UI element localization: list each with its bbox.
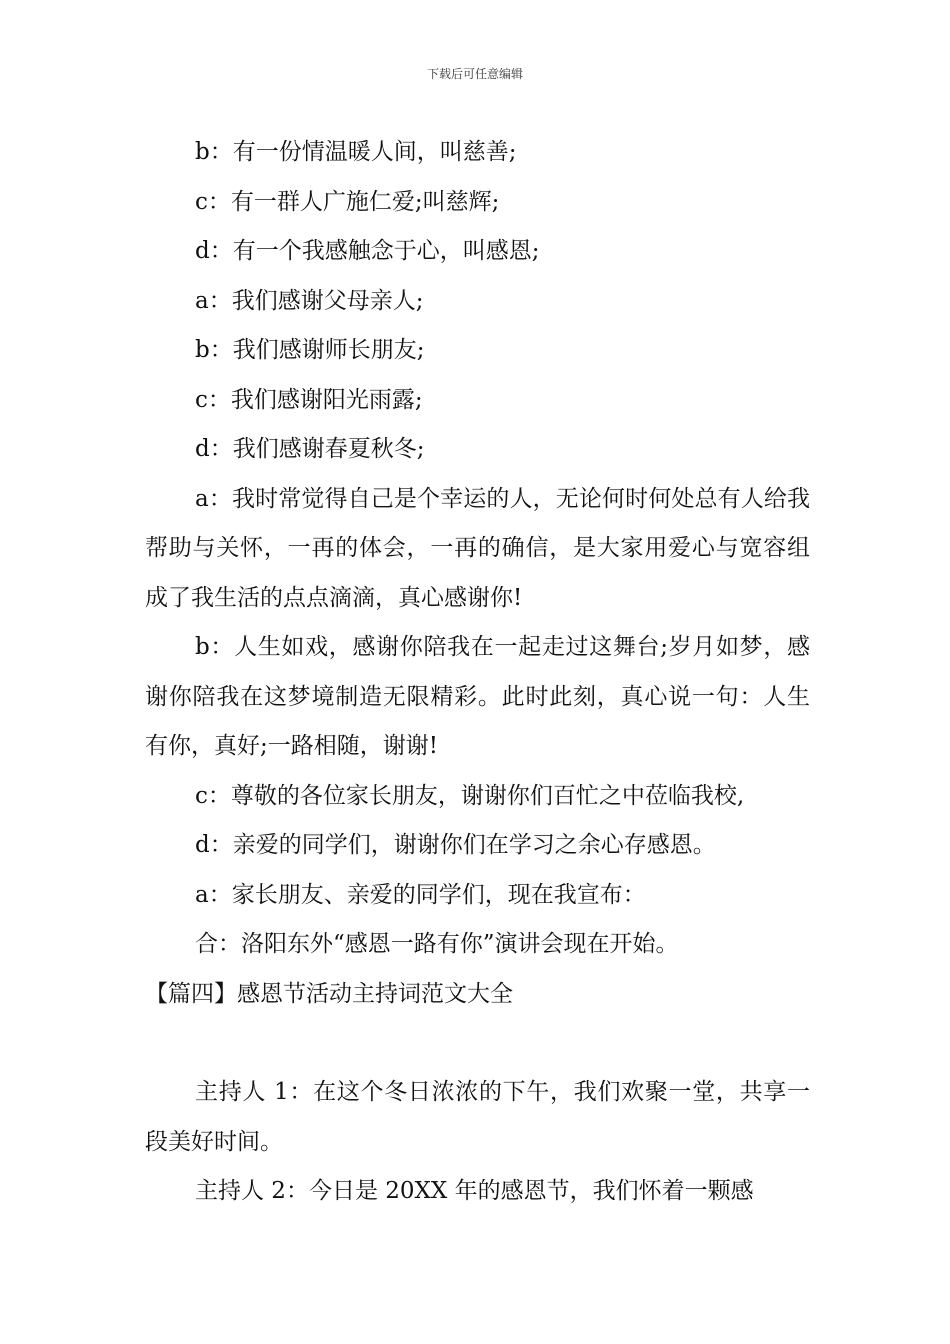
dialogue-line: d：亲爱的同学们，谢谢你们在学习之余心存感恩。 bbox=[195, 832, 716, 858]
dialogue-line: a：家长朋友、亲爱的同学们，现在我宣布： bbox=[195, 881, 646, 908]
section-heading: 【篇四】感恩节活动主持词范文大全 bbox=[145, 980, 513, 1007]
host-paragraph: 主持人 1：在这个冬日浓浓的下午，我们欢聚一堂，共享一段美好时间。 bbox=[145, 1079, 810, 1155]
dialogue-line: c：我们感谢阳光雨露; bbox=[195, 386, 423, 413]
document-body bbox=[145, 128, 810, 1217]
dialogue-line: d：我们感谢春夏秋冬; bbox=[195, 436, 425, 462]
dialogue-line: d：有一个我感触念于心，叫感恩; bbox=[195, 238, 540, 264]
dialogue-paragraph: a：我时常觉得自己是个幸运的人，无论何时何处总有人给我帮助与关怀，一再的体会，一再的确信，是大家用爱心与宽容组成了我生活的点点滴滴，真心感谢你! bbox=[145, 485, 810, 611]
dialogue-line: c：尊敬的各位家长朋友，谢谢你们百忙之中莅临我校, bbox=[195, 782, 745, 809]
dialogue-line: 合：洛阳东外“感恩一路有你”演讲会现在开始。 bbox=[195, 931, 679, 957]
dialogue-line: b：有一份情温暖人间，叫慈善; bbox=[195, 139, 517, 165]
page-header: 下载后可任意编辑 bbox=[426, 67, 523, 81]
blank-line bbox=[145, 1019, 810, 1068]
dialogue-line: a：我们感谢父母亲人; bbox=[195, 287, 424, 314]
host-paragraph: 主持人 2：今日是 20XX 年的感恩节，我们怀着一颗感 bbox=[195, 1178, 754, 1204]
dialogue-line: c：有一群人广施仁爱;叫慈辉; bbox=[195, 188, 500, 215]
dialogue-paragraph: b：人生如戏，感谢你陪我在一起走过这舞台;岁月如梦，感谢你陪我在这梦境制造无限精彩。此时此刻，真心说一句：人生有你，真好;一路相随，谢谢! bbox=[145, 634, 810, 759]
dialogue-line: b：我们感谢师长朋友; bbox=[195, 337, 425, 363]
